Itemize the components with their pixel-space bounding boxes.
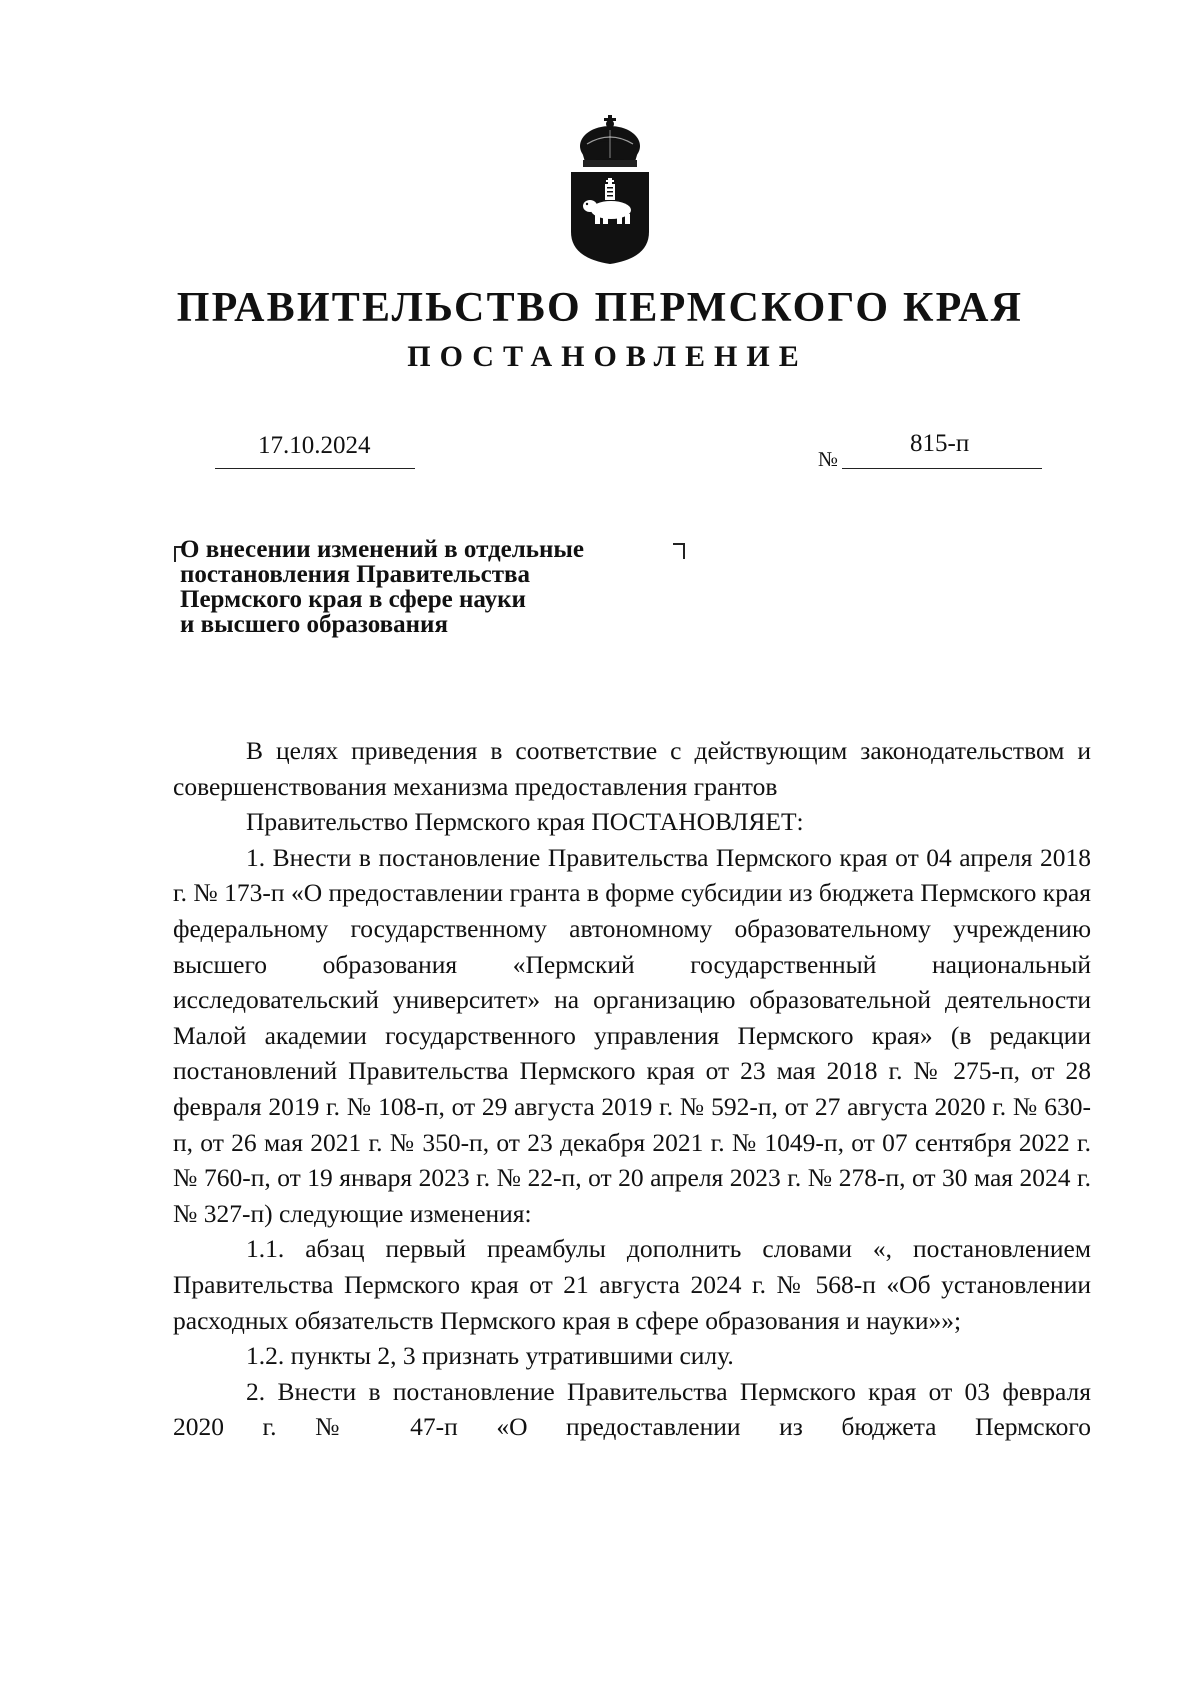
- document-type: ПОСТАНОВЛЕНИЕ: [407, 340, 808, 373]
- subject-line: и высшего образования: [180, 611, 448, 638]
- shield-icon: [571, 172, 649, 264]
- subject-line: постановления Правительства: [180, 561, 530, 588]
- coat-of-arms-icon: [565, 112, 655, 267]
- item-2-paragraph: 2. Внести в постановление Правительства Пермского края от 03 февраля 2020 г. № 47-п «О предоставлении из бюджета Пермского: [173, 1376, 1091, 1442]
- document-date: 17.10.2024: [258, 432, 371, 459]
- decree-paragraph: Правительство Пермского края ПОСТАНОВЛЯЕТ:: [246, 807, 804, 837]
- crown-icon: [580, 115, 640, 167]
- item-1-paragraph: 1. Внести в постановление Правительства Пермского края от 04 апреля 2018 г. № 173-п «О предоставлении гранта в форме субсидии из бюджета Пермского края федеральному государственному автономному образовательному учреждению высшего образования «Пермский государственный национальный исследовательский университет» на организацию образовательной деятельности Малой академии государственного управления Пермского края» (в редакции постановлений Правительства Пермского края от 23 мая 2018 г. № 275-п, от 28 февраля 2019 г. № 108-п, от 29 августа 2019 г. № 592-п, от 27 августа 2020 г. № 630-п, от 26 мая 2021 г. № 350-п, от 23 декабря 2021 г. № 1049-п, от 07 сентября 2022 г. № 760-п, от 19 января 2023 г. № 22-п, от 20 апреля 2023 г. № 278-п, от 30 мая 2024 г. № 327-п) следующие изменения:: [173, 842, 1091, 1228]
- subject-line: Пермского края в сфере науки: [180, 586, 526, 613]
- document-subject: [180, 537, 700, 637]
- preamble-paragraph: В целях приведения в соответствие с действующим законодательством и совершенствования механизма предоставления грантов: [173, 736, 1091, 801]
- number-sign: №: [818, 447, 839, 471]
- document-body: [173, 733, 1091, 1445]
- item-1-1-paragraph: 1.1. абзац первый преамбулы дополнить словами «, постановлением Правительства Пермского края от 21 августа 2024 г. № 568-п «Об установлении расходных обязательств Пермского края в сфере образования и науки»»;: [173, 1234, 1091, 1335]
- government-title: ПРАВИТЕЛЬСТВО ПЕРМСКОГО КРАЯ: [176, 285, 1024, 331]
- subject-line: О внесении изменений в отдельные: [180, 536, 585, 563]
- document-number: 815-п: [910, 430, 970, 457]
- item-1-2-paragraph: 1.2. пункты 2, 3 признать утратившими силу.: [246, 1341, 734, 1371]
